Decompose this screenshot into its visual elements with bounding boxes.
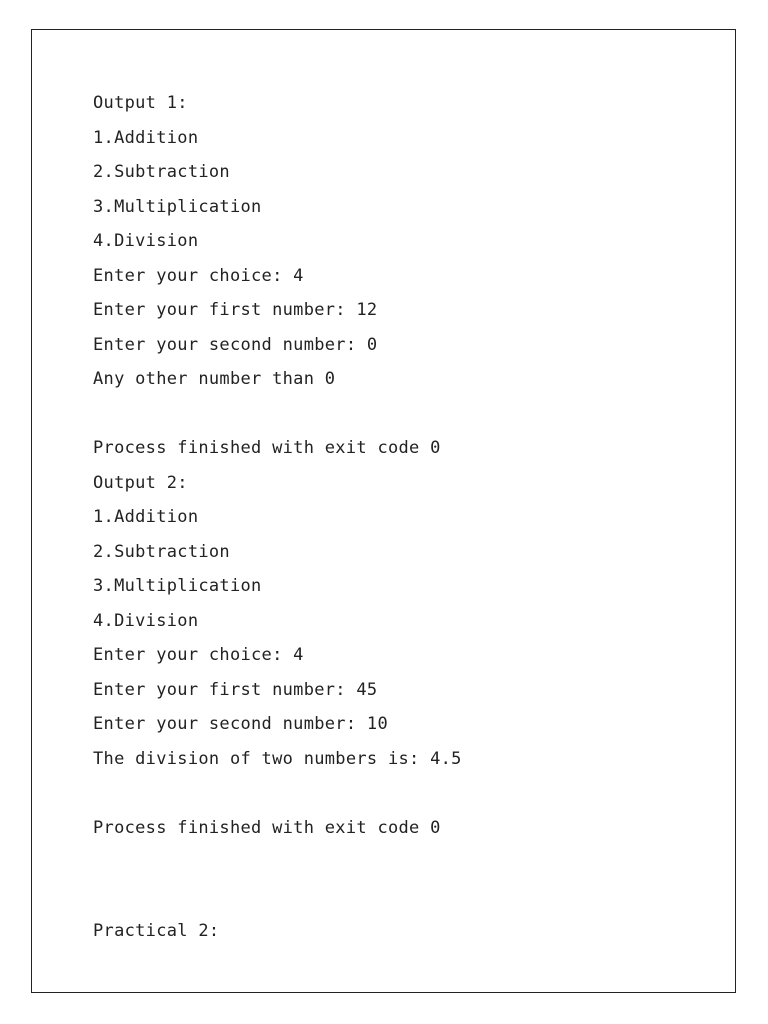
menu-item-division: 4.Division	[93, 610, 199, 631]
second-number-prompt: Enter your second number: 10	[93, 714, 388, 734]
first-number-prompt: Enter your first number: 12	[93, 300, 378, 320]
result-line: Any other number than 0	[93, 369, 336, 389]
choice-prompt: Enter your choice: 4	[93, 265, 304, 286]
menu-item-subtraction: 2.Subtraction	[93, 541, 230, 562]
result-line: The division of two numbers is: 4.5	[93, 748, 462, 769]
document-page	[31, 29, 736, 993]
first-number-prompt: Enter your first number: 45	[93, 679, 378, 700]
console-output	[93, 86, 462, 949]
exit-code-line: Process finished with exit code 0	[93, 817, 441, 838]
menu-item-subtraction: 2.Subtraction	[93, 162, 230, 182]
menu-item-multiplication: 3.Multiplication	[93, 576, 262, 596]
blank-lines	[93, 845, 462, 914]
second-number-prompt: Enter your second number: 0	[93, 334, 378, 355]
blank-line	[93, 776, 462, 811]
blank-line	[93, 397, 462, 432]
exit-code-line: Process finished with exit code 0	[93, 438, 441, 458]
menu-item-addition: 1.Addition	[93, 507, 199, 527]
choice-prompt: Enter your choice: 4	[93, 645, 304, 665]
menu-item-multiplication: 3.Multiplication	[93, 196, 262, 217]
output-1-heading: Output 1:	[93, 93, 188, 113]
menu-item-addition: 1.Addition	[93, 127, 199, 148]
section-heading: Practical 2:	[93, 921, 220, 941]
output-2-heading: Output 2:	[93, 472, 188, 493]
menu-item-division: 4.Division	[93, 231, 199, 251]
